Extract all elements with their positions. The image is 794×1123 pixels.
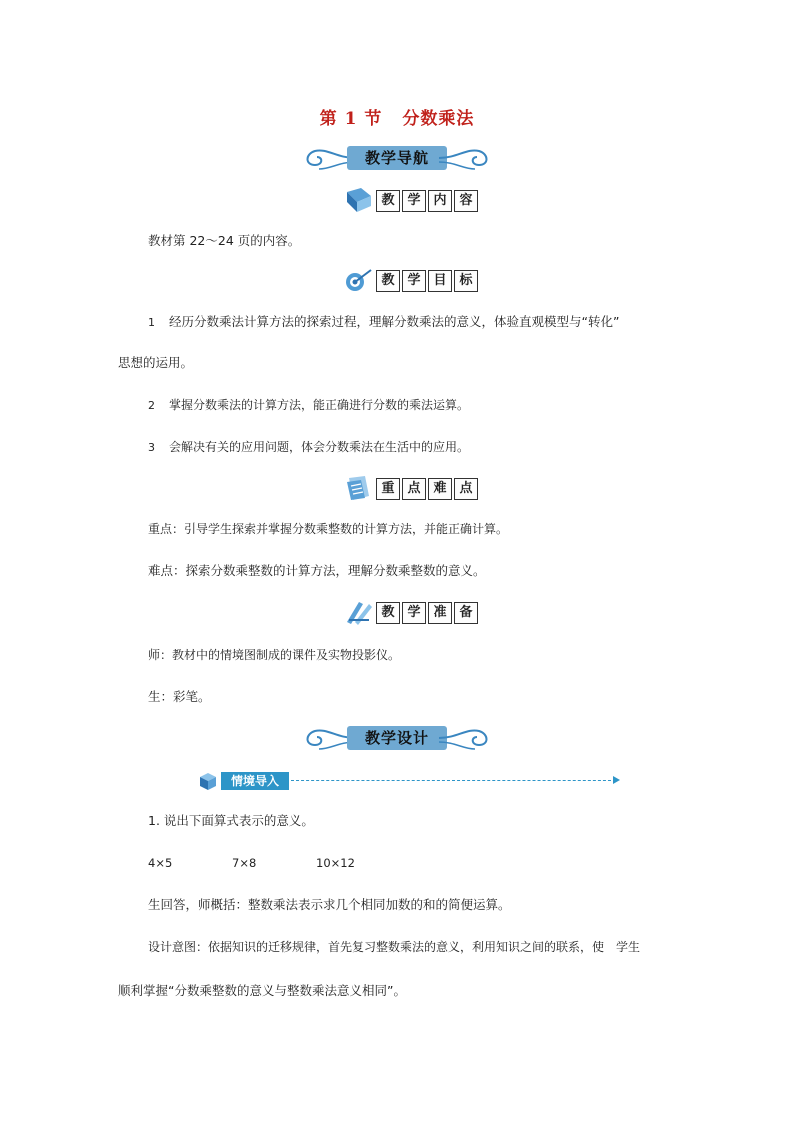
cube-icon [197, 770, 219, 792]
intro-section-tag [197, 770, 627, 792]
content-text: 教材第 22～24 页的内容。 [148, 233, 301, 248]
expr-2: 7×8 [232, 856, 257, 870]
goal-1-continued: 思想的运用。 [118, 355, 194, 370]
nav-banner-label: 教学导航 [347, 146, 447, 170]
question-1: 1. 说出下面算式表示的意义。 [148, 813, 314, 828]
goal-3: 3 会解决有关的应用问题，体会分数乘法在生活中的应用。 [148, 440, 470, 454]
key-point: 重点：引导学生探索并掌握分数乘整数的计算方法，并能正确计算。 [148, 522, 509, 536]
goal-1: 1 经历分数乘法计算方法的探索过程，理解分数乘法的意义，体验直观模型与“转化” [148, 314, 620, 329]
arrow-right-icon [613, 776, 620, 784]
page-title [0, 104, 794, 129]
section-header-content: 教 学 内 容 [343, 186, 483, 216]
design-intent-line2: 顺利掌握“分数乘整数的意义与整数乘法意义相同”。 [118, 983, 406, 998]
target-icon [343, 266, 375, 294]
difficulty: 难点：探索分数乘整数的计算方法，理解分数乘整数的意义。 [148, 563, 486, 578]
design-intent-line1: 设计意图：依据知识的迁移规律，首先复习整数乘法的意义，利用知识之间的联系，使 学生 [148, 940, 641, 954]
papers-icon [343, 474, 375, 502]
right-swirl-icon [437, 723, 497, 753]
tools-icon [343, 598, 375, 626]
student-prep: 生：彩笔。 [148, 689, 211, 704]
teacher-prep: 师：教材中的情境图制成的课件及实物投影仪。 [148, 648, 401, 662]
right-swirl-icon [437, 143, 497, 173]
section-name: 分数乘法 [402, 109, 475, 129]
section-header-key: 重 点 难 点 [343, 474, 483, 504]
section-number: 第 1 节 [319, 109, 383, 129]
book-icon [343, 186, 375, 214]
section-header-goals: 教 学 目 标 [343, 266, 483, 296]
goal-2: 2 掌握分数乘法的计算方法，能正确进行分数的乘法运算。 [148, 398, 470, 412]
dashed-divider [291, 780, 616, 781]
design-banner-label: 教学设计 [347, 726, 447, 750]
expr-1: 4×5 [148, 856, 173, 870]
design-banner [297, 723, 497, 753]
section-header-prep: 教 学 准 备 [343, 598, 483, 628]
intro-tag-label: 情境导入 [221, 772, 289, 790]
expr-3: 10×12 [316, 856, 355, 870]
answer-text: 生回答，师概括：整数乘法表示求几个相同加数的和的简便运算。 [148, 897, 511, 912]
nav-banner [297, 143, 497, 173]
